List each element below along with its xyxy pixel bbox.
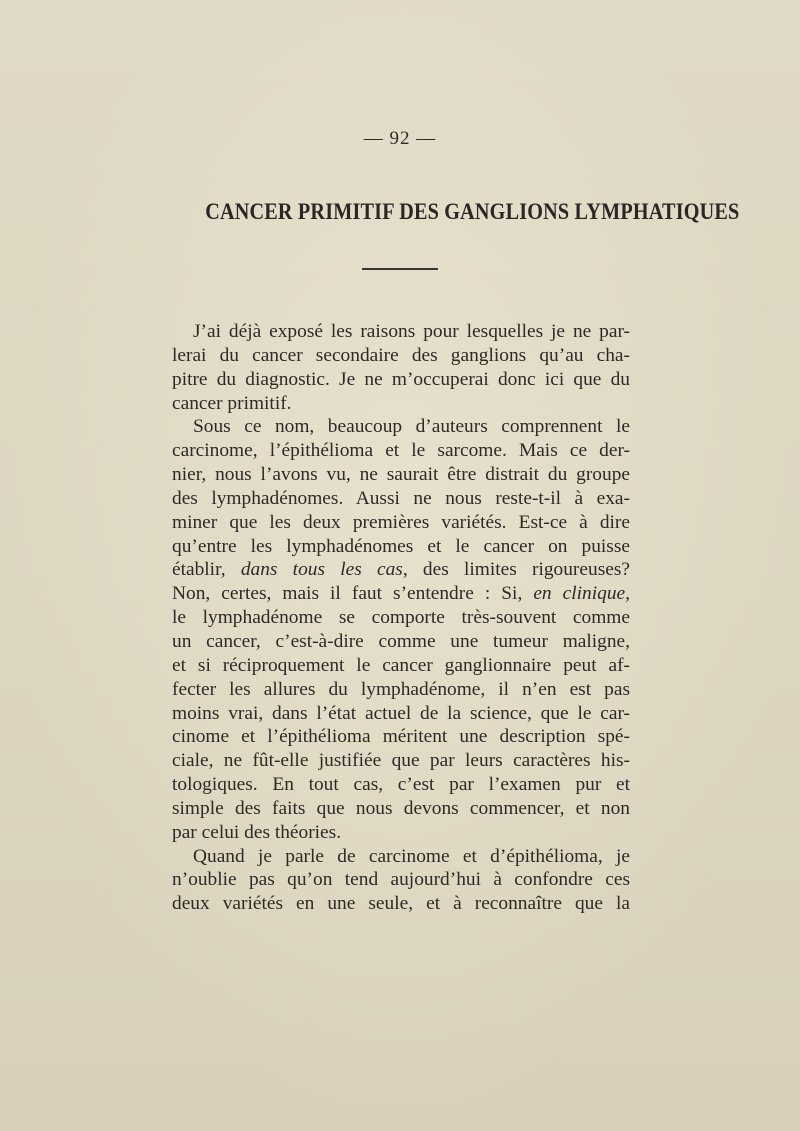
text-line: Quand je parle de carcinome et d’épithélioma, je [193,845,630,867]
text-line: lerai du cancer secondaire des ganglions qu’au cha- [172,344,630,366]
text-line: miner que les deux premières variétés. Est-ce à dire [172,511,630,533]
text-line: fecter les allures du lymphadénome, il n’en est pas [172,678,630,700]
text-line: qu’entre les lymphadénomes et le cancer on puisse [172,535,630,557]
text-line: par celui des théories. [172,821,342,843]
text-line: moins vrai, dans l’état actuel de la science, que le car- [172,702,630,724]
text-segment: Non, certes, mais il faut s’entendre : Si, [172,583,534,605]
body-text [172,320,630,916]
text-line: le lymphadénome se comporte très-souvent comme [172,607,630,629]
text-line [172,558,630,582]
text-line: tologiques. En tout cas, c’est par l’examen pur et [172,774,630,796]
text-line: un cancer, c’est-à-dire comme une tumeur maligne, [172,630,630,652]
paragraph [172,845,630,917]
italic-phrase: dans tous les cas, [240,559,408,581]
paragraph [172,320,630,415]
text-line: simple des faits que nous devons commencer, et non [172,797,630,819]
title-rule [362,268,438,270]
text-segment: établir, [172,559,241,581]
text-line: nier, nous l’avons vu, ne saurait être distrait du groupe [172,464,630,486]
text-line: deux variétés en une seule, et à reconnaître que la [172,893,630,915]
text-line: n’oublie pas qu’on tend aujourd’hui à confondre ces [172,869,630,891]
text-line: Sous ce nom, beaucoup d’auteurs comprennent le [193,416,630,438]
text-line: pitre du diagnostic. Je ne m’occuperai donc ici que du [172,368,630,390]
text-line: cancer primitif. [172,392,292,414]
chapter-title: CANCER PRIMITIF DES GANGLIONS LYMPHATIQUES [205,199,740,225]
text-segment: des limites rigoureuses? [407,559,630,581]
text-line: des lymphadénomes. Aussi ne nous reste-t-il à exa- [172,487,630,509]
text-line: et si réciproquement le cancer ganglionnaire peut af- [172,654,630,676]
text-line: J’ai déjà exposé les raisons pour lesquelles je ne par- [193,321,630,342]
page-number: — 92 — [363,128,437,149]
text-line: ciale, ne fût-elle justifiée que par leurs caractères his- [172,750,630,772]
text-line: carcinome, l’épithélioma et le sarcome. Mais ce der- [172,440,630,462]
paragraph [172,415,630,844]
italic-phrase: en clinique, [533,583,630,605]
text-line [172,582,630,606]
text-line: cinome et l’épithélioma méritent une description spé- [172,726,630,748]
